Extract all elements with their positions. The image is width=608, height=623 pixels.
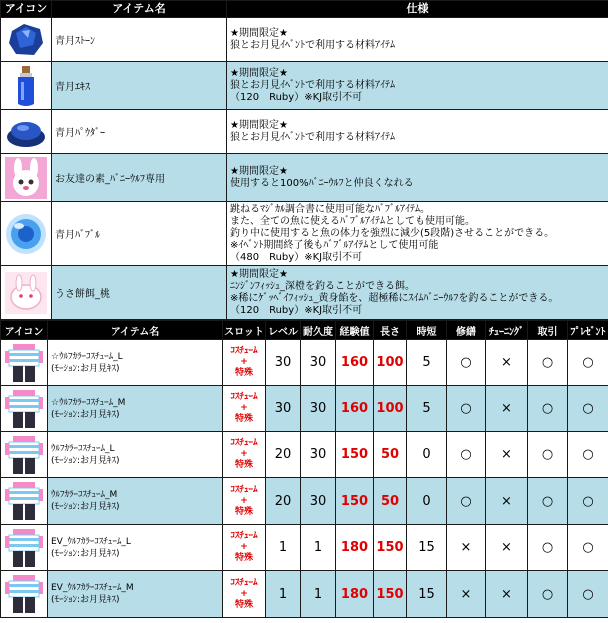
table-row bbox=[1, 432, 608, 478]
costume-table bbox=[0, 320, 608, 618]
tuning-mark: × bbox=[486, 525, 528, 571]
slot-label: ｺｽﾁｭｰﾑ + 特殊 bbox=[223, 386, 266, 432]
durability-value: 1 bbox=[301, 525, 336, 571]
exp-value: 180 bbox=[336, 525, 374, 571]
table-row bbox=[1, 571, 608, 618]
trade-mark: ○ bbox=[528, 386, 568, 432]
blue-potion-icon bbox=[1, 62, 52, 110]
wolf-costume-icon bbox=[1, 478, 48, 525]
slot-label: ｺｽﾁｭｰﾑ + 特殊 bbox=[223, 525, 266, 571]
repair-mark: × bbox=[447, 525, 486, 571]
exp-value: 160 bbox=[336, 386, 374, 432]
item-spec: 跳ねるﾏｼﾞｶﾙ調合書に使用可能なﾊﾞﾌﾞﾙｱｲﾃﾑ。 また、全ての魚に使えるﾊﾞﾌﾞﾙｱｲﾃﾑとしても使用可能。 釣り中に使用すると魚の体力を強烈に減少(5段階)させることができる。 ※ｲﾍﾞﾝﾄ期間終了後もﾊﾞﾌﾞﾙｱｲﾃﾑとして使用可能 （480 Ruby）※KJ取引不可 bbox=[227, 202, 608, 266]
bunny-wolf-icon bbox=[1, 154, 52, 202]
tuning-mark: × bbox=[486, 340, 528, 386]
exp-value: 180 bbox=[336, 571, 374, 618]
trade-mark: ○ bbox=[528, 340, 568, 386]
header-tuning: ﾁｭｰﾆﾝｸﾞ bbox=[486, 321, 528, 340]
header-level: レベル bbox=[266, 321, 301, 340]
table-row bbox=[1, 154, 608, 202]
item-name: EV_ｳﾙﾌｶﾗｰｺｽﾁｭｰﾑ_L (ﾓｰｼｮﾝ:お月見ｷｽ) bbox=[48, 525, 223, 571]
repair-mark: × bbox=[447, 571, 486, 618]
level-value: 1 bbox=[266, 571, 301, 618]
wolf-costume-icon bbox=[1, 340, 48, 386]
level-value: 30 bbox=[266, 386, 301, 432]
present-mark: ○ bbox=[568, 571, 608, 618]
item-spec: ★期間限定★ 狼とお月見ｲﾍﾞﾝﾄで利用する材料ｱｲﾃﾑ （120 Ruby）※KJ取引不可 bbox=[227, 62, 608, 110]
table-row bbox=[1, 386, 608, 432]
wolf-costume-icon bbox=[1, 386, 48, 432]
length-value: 150 bbox=[374, 571, 407, 618]
length-value: 100 bbox=[374, 386, 407, 432]
repair-mark: ○ bbox=[447, 432, 486, 478]
item-name: 青月ﾊﾟｳﾀﾞｰ bbox=[52, 110, 227, 154]
jitan-value: 0 bbox=[407, 478, 447, 525]
table-row bbox=[1, 478, 608, 525]
blue-bubble-icon bbox=[1, 202, 52, 266]
table-row bbox=[1, 340, 608, 386]
length-value: 50 bbox=[374, 432, 407, 478]
header-slot: スロット bbox=[223, 321, 266, 340]
item-name: 青月ﾊﾞﾌﾞﾙ bbox=[52, 202, 227, 266]
jitan-value: 5 bbox=[407, 386, 447, 432]
slot-label: ｺｽﾁｭｰﾑ + 特殊 bbox=[223, 432, 266, 478]
present-mark: ○ bbox=[568, 340, 608, 386]
length-value: 50 bbox=[374, 478, 407, 525]
header-exp: 経験値 bbox=[336, 321, 374, 340]
header-length: 長さ bbox=[374, 321, 407, 340]
header-icon: アイコン bbox=[1, 1, 52, 18]
length-value: 100 bbox=[374, 340, 407, 386]
trade-mark: ○ bbox=[528, 478, 568, 525]
item-name: ☆ｳﾙﾌｶﾗｰｺｽﾁｭｰﾑ_M (ﾓｰｼｮﾝ:お月見ｷｽ) bbox=[48, 386, 223, 432]
blue-stone-icon bbox=[1, 18, 52, 62]
header-icon: アイコン bbox=[1, 321, 48, 340]
trade-mark: ○ bbox=[528, 432, 568, 478]
item-name: うさ餅餌_桃 bbox=[52, 266, 227, 320]
header-name: アイテム名 bbox=[48, 321, 223, 340]
item-name: ｳﾙﾌｶﾗｰｺｽﾁｭｰﾑ_L (ﾓｰｼｮﾝ:お月見ｷｽ) bbox=[48, 432, 223, 478]
level-value: 20 bbox=[266, 478, 301, 525]
header-jitan: 時短 bbox=[407, 321, 447, 340]
table-row bbox=[1, 18, 608, 62]
tuning-mark: × bbox=[486, 571, 528, 618]
repair-mark: ○ bbox=[447, 386, 486, 432]
header-name: アイテム名 bbox=[52, 1, 227, 18]
item-name: お友達の素_ﾊﾞﾆｰｳﾙﾌ専用 bbox=[52, 154, 227, 202]
table-row bbox=[1, 266, 608, 320]
item-name: ☆ｳﾙﾌｶﾗｰｺｽﾁｭｰﾑ_L (ﾓｰｼｮﾝ:お月見ｷｽ) bbox=[48, 340, 223, 386]
item-name: EV_ｳﾙﾌｶﾗｰｺｽﾁｭｰﾑ_M (ﾓｰｼｮﾝ:お月見ｷｽ) bbox=[48, 571, 223, 618]
jitan-value: 15 bbox=[407, 571, 447, 618]
trade-mark: ○ bbox=[528, 571, 568, 618]
rabbit-mochi-icon bbox=[1, 266, 52, 320]
durability-value: 30 bbox=[301, 340, 336, 386]
exp-value: 160 bbox=[336, 340, 374, 386]
table-row bbox=[1, 202, 608, 266]
length-value: 150 bbox=[374, 525, 407, 571]
level-value: 20 bbox=[266, 432, 301, 478]
level-value: 1 bbox=[266, 525, 301, 571]
jitan-value: 15 bbox=[407, 525, 447, 571]
item-spec: ★期間限定★ 狼とお月見ｲﾍﾞﾝﾄで利用する材料ｱｲﾃﾑ bbox=[227, 110, 608, 154]
wolf-costume-icon bbox=[1, 571, 48, 618]
exp-value: 150 bbox=[336, 432, 374, 478]
jitan-value: 5 bbox=[407, 340, 447, 386]
item-name: 青月ｴｷｽ bbox=[52, 62, 227, 110]
repair-mark: ○ bbox=[447, 340, 486, 386]
repair-mark: ○ bbox=[447, 478, 486, 525]
wolf-costume-icon bbox=[1, 432, 48, 478]
header-durability: 耐久度 bbox=[301, 321, 336, 340]
tuning-mark: × bbox=[486, 432, 528, 478]
item-spec: ★期間限定★ 使用すると100%ﾊﾞﾆｰｳﾙﾌと仲良くなれる bbox=[227, 154, 608, 202]
header-trade: 取引 bbox=[528, 321, 568, 340]
durability-value: 30 bbox=[301, 386, 336, 432]
header-spec: 仕様 bbox=[227, 1, 608, 18]
level-value: 30 bbox=[266, 340, 301, 386]
durability-value: 30 bbox=[301, 432, 336, 478]
item-name: ｳﾙﾌｶﾗｰｺｽﾁｭｰﾑ_M (ﾓｰｼｮﾝ:お月見ｷｽ) bbox=[48, 478, 223, 525]
exp-value: 150 bbox=[336, 478, 374, 525]
table-row bbox=[1, 525, 608, 571]
present-mark: ○ bbox=[568, 478, 608, 525]
header-repair: 修繕 bbox=[447, 321, 486, 340]
durability-value: 30 bbox=[301, 478, 336, 525]
present-mark: ○ bbox=[568, 386, 608, 432]
table-row bbox=[1, 110, 608, 154]
slot-label: ｺｽﾁｭｰﾑ + 特殊 bbox=[223, 478, 266, 525]
header-present: ﾌﾟﾚｾﾞﾝﾄ bbox=[568, 321, 608, 340]
table-row bbox=[1, 62, 608, 110]
wolf-costume-icon bbox=[1, 525, 48, 571]
item-name: 青月ｽﾄｰﾝ bbox=[52, 18, 227, 62]
present-mark: ○ bbox=[568, 432, 608, 478]
blue-powder-icon bbox=[1, 110, 52, 154]
tuning-mark: × bbox=[486, 386, 528, 432]
item-spec: ★期間限定★ 狼とお月見ｲﾍﾞﾝﾄで利用する材料ｱｲﾃﾑ bbox=[227, 18, 608, 62]
item-spec: ★期間限定★ ﾆﾝｼﾞﾝﾌｨｯｼｭ_深橙を釣ることができる餌。 ※稀にｹﾞｯﾍﾞｲﾌｨｯｼｭ_黄身餡を、超極稀にｽｲﾑﾊﾞﾆｰｳﾙﾌを釣ることができる。 （120 Ruby）※KJ取引不可 bbox=[227, 266, 608, 320]
present-mark: ○ bbox=[568, 525, 608, 571]
trade-mark: ○ bbox=[528, 525, 568, 571]
slot-label: ｺｽﾁｭｰﾑ + 特殊 bbox=[223, 340, 266, 386]
durability-value: 1 bbox=[301, 571, 336, 618]
tuning-mark: × bbox=[486, 478, 528, 525]
jitan-value: 0 bbox=[407, 432, 447, 478]
slot-label: ｺｽﾁｭｰﾑ + 特殊 bbox=[223, 571, 266, 618]
